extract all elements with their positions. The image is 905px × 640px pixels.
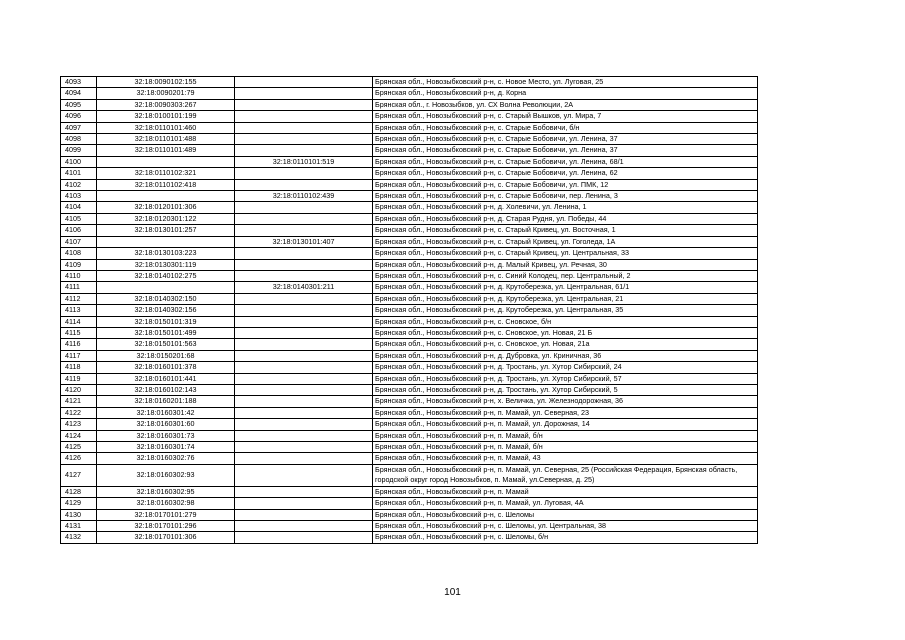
cadastral-number-alt-cell (235, 453, 373, 464)
table-row (61, 305, 758, 316)
cadastral-number-cell: 32:18:0140302:156 (97, 305, 235, 316)
row-number: 4099 (61, 145, 97, 156)
row-number: 4118 (61, 362, 97, 373)
table-row (61, 293, 758, 304)
table-row (61, 442, 758, 453)
cadastral-number-alt-cell (235, 419, 373, 430)
row-number: 4113 (61, 305, 97, 316)
address-cell: Брянская обл., Новозыбковский р-н, с. Старые Бобовичи, ул. Ленина, 68/1 (373, 156, 758, 167)
cadastral-number-cell: 32:18:0170101:306 (97, 532, 235, 543)
cadastral-number-cell (97, 236, 235, 247)
row-number: 4098 (61, 134, 97, 145)
cadastral-number-cell: 32:18:0090303:267 (97, 99, 235, 110)
address-cell: Брянская обл., Новозыбковский р-н, х. Величка, ул. Железнодорожная, 36 (373, 396, 758, 407)
row-number: 4114 (61, 316, 97, 327)
cadastral-number-alt-cell (235, 248, 373, 259)
cadastral-number-alt-cell (235, 111, 373, 122)
cadastral-number-cell: 32:18:0120301:122 (97, 213, 235, 224)
cadastral-table (60, 76, 758, 544)
cadastral-number-cell: 32:18:0160302:98 (97, 498, 235, 509)
table-row (61, 384, 758, 395)
table-row (61, 407, 758, 418)
address-cell: Брянская обл., Новозыбковский р-н, д. Малый Кривец, ул. Речная, 30 (373, 259, 758, 270)
cadastral-number-cell: 32:18:0160101:378 (97, 362, 235, 373)
table-row (61, 464, 758, 486)
cadastral-number-alt-cell (235, 122, 373, 133)
row-number: 4101 (61, 168, 97, 179)
row-number: 4120 (61, 384, 97, 395)
table-row (61, 145, 758, 156)
row-number: 4123 (61, 419, 97, 430)
row-number: 4110 (61, 270, 97, 281)
cadastral-number-cell: 32:18:0160302:76 (97, 453, 235, 464)
address-cell: Брянская обл., Новозыбковский р-н, п. Мамай, б/н (373, 442, 758, 453)
cadastral-number-alt-cell (235, 532, 373, 543)
table-row (61, 373, 758, 384)
row-number: 4121 (61, 396, 97, 407)
cadastral-number-alt-cell (235, 373, 373, 384)
cadastral-number-alt-cell (235, 99, 373, 110)
cadastral-number-cell (97, 156, 235, 167)
table-row (61, 134, 758, 145)
table-row (61, 259, 758, 270)
table-row (61, 248, 758, 259)
row-number: 4105 (61, 213, 97, 224)
row-number: 4116 (61, 339, 97, 350)
address-cell: Брянская обл., Новозыбковский р-н, д. Тростань, ул. Хутор Сибирский, 5 (373, 384, 758, 395)
row-number: 4100 (61, 156, 97, 167)
cadastral-number-alt-cell (235, 521, 373, 532)
cadastral-number-cell: 32:18:0160301:42 (97, 407, 235, 418)
address-cell: Брянская обл., Новозыбковский р-н, с. Старые Бобовичи, ул. Ленина, 37 (373, 134, 758, 145)
table-row (61, 77, 758, 88)
address-cell: Брянская обл., г. Новозыбков, ул. СХ Волна Революции, 2А (373, 99, 758, 110)
cadastral-number-cell: 32:18:0110101:489 (97, 145, 235, 156)
cadastral-number-alt-cell (235, 134, 373, 145)
row-number: 4111 (61, 282, 97, 293)
address-cell: Брянская обл., Новозыбковский р-н, п. Мамай, ул. Северная, 23 (373, 407, 758, 418)
row-number: 4093 (61, 77, 97, 88)
cadastral-number-alt-cell (235, 202, 373, 213)
cadastral-number-cell: 32:18:0110102:418 (97, 179, 235, 190)
address-cell: Брянская обл., Новозыбковский р-н, п. Мамай, ул. Северная, 25 (Российская Федерация, Брянская область, городской округ город Новозыбков, п. Мамай, ул.Северная, д. 25) (373, 464, 758, 486)
row-number: 4097 (61, 122, 97, 133)
cadastral-number-alt-cell (235, 430, 373, 441)
table-row (61, 453, 758, 464)
address-cell: Брянская обл., Новозыбковский р-н, с. Старые Бобовичи, ул. Ленина, 62 (373, 168, 758, 179)
cadastral-number-alt-cell (235, 316, 373, 327)
cadastral-number-cell: 32:18:0130101:257 (97, 225, 235, 236)
address-cell: Брянская обл., Новозыбковский р-н, с. Старые Бобовичи, б/н (373, 122, 758, 133)
table-row (61, 532, 758, 543)
address-cell: Брянская обл., Новозыбковский р-н, с. Старый Кривец, ул. Центральная, 33 (373, 248, 758, 259)
table-body (61, 77, 758, 544)
table-row (61, 498, 758, 509)
address-cell: Брянская обл., Новозыбковский р-н, п. Мамай, ул. Дорожная, 14 (373, 419, 758, 430)
row-number: 4124 (61, 430, 97, 441)
address-cell: Брянская обл., Новозыбковский р-н, д. Дубровка, ул. Криничная, 36 (373, 350, 758, 361)
row-number: 4125 (61, 442, 97, 453)
address-cell: Брянская обл., Новозыбковский р-н, с. Старые Бобовичи, ул. Ленина, 37 (373, 145, 758, 156)
address-cell: Брянская обл., Новозыбковский р-н, с. Старые Бобовичи, пер. Ленина, 3 (373, 191, 758, 202)
row-number: 4109 (61, 259, 97, 270)
cadastral-number-alt-cell (235, 168, 373, 179)
cadastral-number-alt-cell (235, 179, 373, 190)
page-number: 101 (444, 587, 461, 598)
cadastral-number-alt-cell (235, 145, 373, 156)
cadastral-number-cell: 32:18:0150101:563 (97, 339, 235, 350)
cadastral-number-cell: 32:18:0120101:306 (97, 202, 235, 213)
cadastral-number-cell: 32:18:0090201:79 (97, 88, 235, 99)
table-row (61, 486, 758, 497)
row-number: 4122 (61, 407, 97, 418)
table-row (61, 327, 758, 338)
cadastral-number-alt-cell: 32:18:0110102:439 (235, 191, 373, 202)
table-row (61, 316, 758, 327)
table-row (61, 430, 758, 441)
row-number: 4102 (61, 179, 97, 190)
address-cell: Брянская обл., Новозыбковский р-н, с. Шеломы, ул. Центральная, 38 (373, 521, 758, 532)
address-cell: Брянская обл., Новозыбковский р-н, д. Крутоберезка, ул. Центральная, 35 (373, 305, 758, 316)
row-number: 4132 (61, 532, 97, 543)
address-cell: Брянская обл., Новозыбковский р-н, с. Шеломы (373, 509, 758, 520)
address-cell: Брянская обл., Новозыбковский р-н, с. Сновское, б/н (373, 316, 758, 327)
table-row (61, 339, 758, 350)
table-row (61, 99, 758, 110)
row-number: 4104 (61, 202, 97, 213)
cadastral-number-alt-cell (235, 362, 373, 373)
table-row (61, 202, 758, 213)
cadastral-number-alt-cell: 32:18:0130101:407 (235, 236, 373, 247)
row-number: 4096 (61, 111, 97, 122)
row-number: 4094 (61, 88, 97, 99)
cadastral-number-cell: 32:18:0160301:74 (97, 442, 235, 453)
table-row (61, 179, 758, 190)
cadastral-number-cell: 32:18:0150101:319 (97, 316, 235, 327)
cadastral-number-cell: 32:18:0160101:441 (97, 373, 235, 384)
address-cell: Брянская обл., Новозыбковский р-н, д. Крутоберезка, ул. Центральная, 21 (373, 293, 758, 304)
cadastral-number-cell: 32:18:0110102:321 (97, 168, 235, 179)
table-row (61, 122, 758, 133)
cadastral-number-cell: 32:18:0110101:488 (97, 134, 235, 145)
table-row (61, 191, 758, 202)
table-row (61, 419, 758, 430)
cadastral-number-alt-cell (235, 509, 373, 520)
table-row (61, 282, 758, 293)
cadastral-number-cell: 32:18:0160302:93 (97, 464, 235, 486)
cadastral-number-alt-cell (235, 327, 373, 338)
cadastral-number-alt-cell (235, 339, 373, 350)
address-cell: Брянская обл., Новозыбковский р-н, д. Холевичи, ул. Ленина, 1 (373, 202, 758, 213)
row-number: 4103 (61, 191, 97, 202)
cadastral-number-alt-cell: 32:18:0140301:211 (235, 282, 373, 293)
cadastral-number-alt-cell (235, 350, 373, 361)
row-number: 4128 (61, 486, 97, 497)
address-cell: Брянская обл., Новозыбковский р-н, с. Старый Кривец, ул. Восточная, 1 (373, 225, 758, 236)
cadastral-number-cell: 32:18:0160102:143 (97, 384, 235, 395)
address-cell: Брянская обл., Новозыбковский р-н, д. Корна (373, 88, 758, 99)
address-cell: Брянская обл., Новозыбковский р-н, с. Сновское, ул. Новая, 21 Б (373, 327, 758, 338)
table-row (61, 236, 758, 247)
address-cell: Брянская обл., Новозыбковский р-н, д. Тростань, ул. Хутор Сибирский, 57 (373, 373, 758, 384)
row-number: 4106 (61, 225, 97, 236)
cadastral-number-alt-cell (235, 293, 373, 304)
address-cell: Брянская обл., Новозыбковский р-н, с. Новое Место, ул. Луговая, 25 (373, 77, 758, 88)
address-cell: Брянская обл., Новозыбковский р-н, п. Мамай, 43 (373, 453, 758, 464)
address-cell: Брянская обл., Новозыбковский р-н, д. Крутоберезка, ул. Центральная, 61/1 (373, 282, 758, 293)
cadastral-number-cell: 32:18:0130301:119 (97, 259, 235, 270)
row-number: 4129 (61, 498, 97, 509)
cadastral-number-alt-cell (235, 88, 373, 99)
table-row (61, 213, 758, 224)
cadastral-number-cell: 32:18:0160201:188 (97, 396, 235, 407)
cadastral-number-alt-cell (235, 384, 373, 395)
cadastral-number-cell: 32:18:0140302:150 (97, 293, 235, 304)
row-number: 4107 (61, 236, 97, 247)
row-number: 4130 (61, 509, 97, 520)
cadastral-number-alt-cell: 32:18:0110101:519 (235, 156, 373, 167)
cadastral-number-alt-cell (235, 498, 373, 509)
row-number: 4095 (61, 99, 97, 110)
cadastral-number-alt-cell (235, 407, 373, 418)
row-number: 4112 (61, 293, 97, 304)
cadastral-number-alt-cell (235, 213, 373, 224)
cadastral-number-alt-cell (235, 396, 373, 407)
cadastral-number-cell (97, 282, 235, 293)
table-row (61, 225, 758, 236)
cadastral-number-cell: 32:18:0160302:95 (97, 486, 235, 497)
cadastral-number-alt-cell (235, 225, 373, 236)
table-row (61, 270, 758, 281)
address-cell: Брянская обл., Новозыбковский р-н, д. Старая Рудня, ул. Победы, 44 (373, 213, 758, 224)
cadastral-number-cell: 32:18:0160301:60 (97, 419, 235, 430)
cadastral-number-cell: 32:18:0090102:155 (97, 77, 235, 88)
table-row (61, 521, 758, 532)
cadastral-number-alt-cell (235, 259, 373, 270)
cadastral-number-cell: 32:18:0160301:73 (97, 430, 235, 441)
cadastral-number-cell (97, 191, 235, 202)
table-row (61, 362, 758, 373)
row-number: 4108 (61, 248, 97, 259)
row-number: 4119 (61, 373, 97, 384)
cadastral-number-cell: 32:18:0130103:223 (97, 248, 235, 259)
address-cell: Брянская обл., Новозыбковский р-н, с. Старый Кривец, ул. Гоголеда, 1А (373, 236, 758, 247)
row-number: 4115 (61, 327, 97, 338)
cadastral-number-cell: 32:18:0150201:68 (97, 350, 235, 361)
address-cell: Брянская обл., Новозыбковский р-н, п. Мамай, ул. Луговая, 4А (373, 498, 758, 509)
table-row (61, 156, 758, 167)
cadastral-number-alt-cell (235, 464, 373, 486)
address-cell: Брянская обл., Новозыбковский р-н, д. Тростань, ул. Хутор Сибирский, 24 (373, 362, 758, 373)
table-row (61, 88, 758, 99)
address-cell: Брянская обл., Новозыбковский р-н, с. Шеломы, б/н (373, 532, 758, 543)
cadastral-number-cell: 32:18:0170101:296 (97, 521, 235, 532)
cadastral-number-alt-cell (235, 486, 373, 497)
table-row (61, 509, 758, 520)
cadastral-number-cell: 32:18:0150101:499 (97, 327, 235, 338)
row-number: 4117 (61, 350, 97, 361)
row-number: 4131 (61, 521, 97, 532)
cadastral-number-cell: 32:18:0140102:275 (97, 270, 235, 281)
cadastral-number-cell: 32:18:0110101:460 (97, 122, 235, 133)
address-cell: Брянская обл., Новозыбковский р-н, с. Старый Вышков, ул. Мира, 7 (373, 111, 758, 122)
cadastral-number-alt-cell (235, 442, 373, 453)
table-row (61, 396, 758, 407)
address-cell: Брянская обл., Новозыбковский р-н, п. Мамай, б/н (373, 430, 758, 441)
address-cell: Брянская обл., Новозыбковский р-н, п. Мамай (373, 486, 758, 497)
table-row (61, 350, 758, 361)
table-row (61, 168, 758, 179)
address-cell: Брянская обл., Новозыбковский р-н, с. Синий Колодец, пер. Центральный, 2 (373, 270, 758, 281)
cadastral-number-cell: 32:18:0170101:279 (97, 509, 235, 520)
address-cell: Брянская обл., Новозыбковский р-н, с. Сновское, ул. Новая, 21а (373, 339, 758, 350)
cadastral-number-alt-cell (235, 270, 373, 281)
cadastral-number-alt-cell (235, 305, 373, 316)
cadastral-number-cell: 32:18:0100101:199 (97, 111, 235, 122)
address-cell: Брянская обл., Новозыбковский р-н, с. Старые Бобовичи, ул. ПМК, 12 (373, 179, 758, 190)
row-number: 4126 (61, 453, 97, 464)
table-row (61, 111, 758, 122)
row-number: 4127 (61, 464, 97, 486)
cadastral-number-alt-cell (235, 77, 373, 88)
